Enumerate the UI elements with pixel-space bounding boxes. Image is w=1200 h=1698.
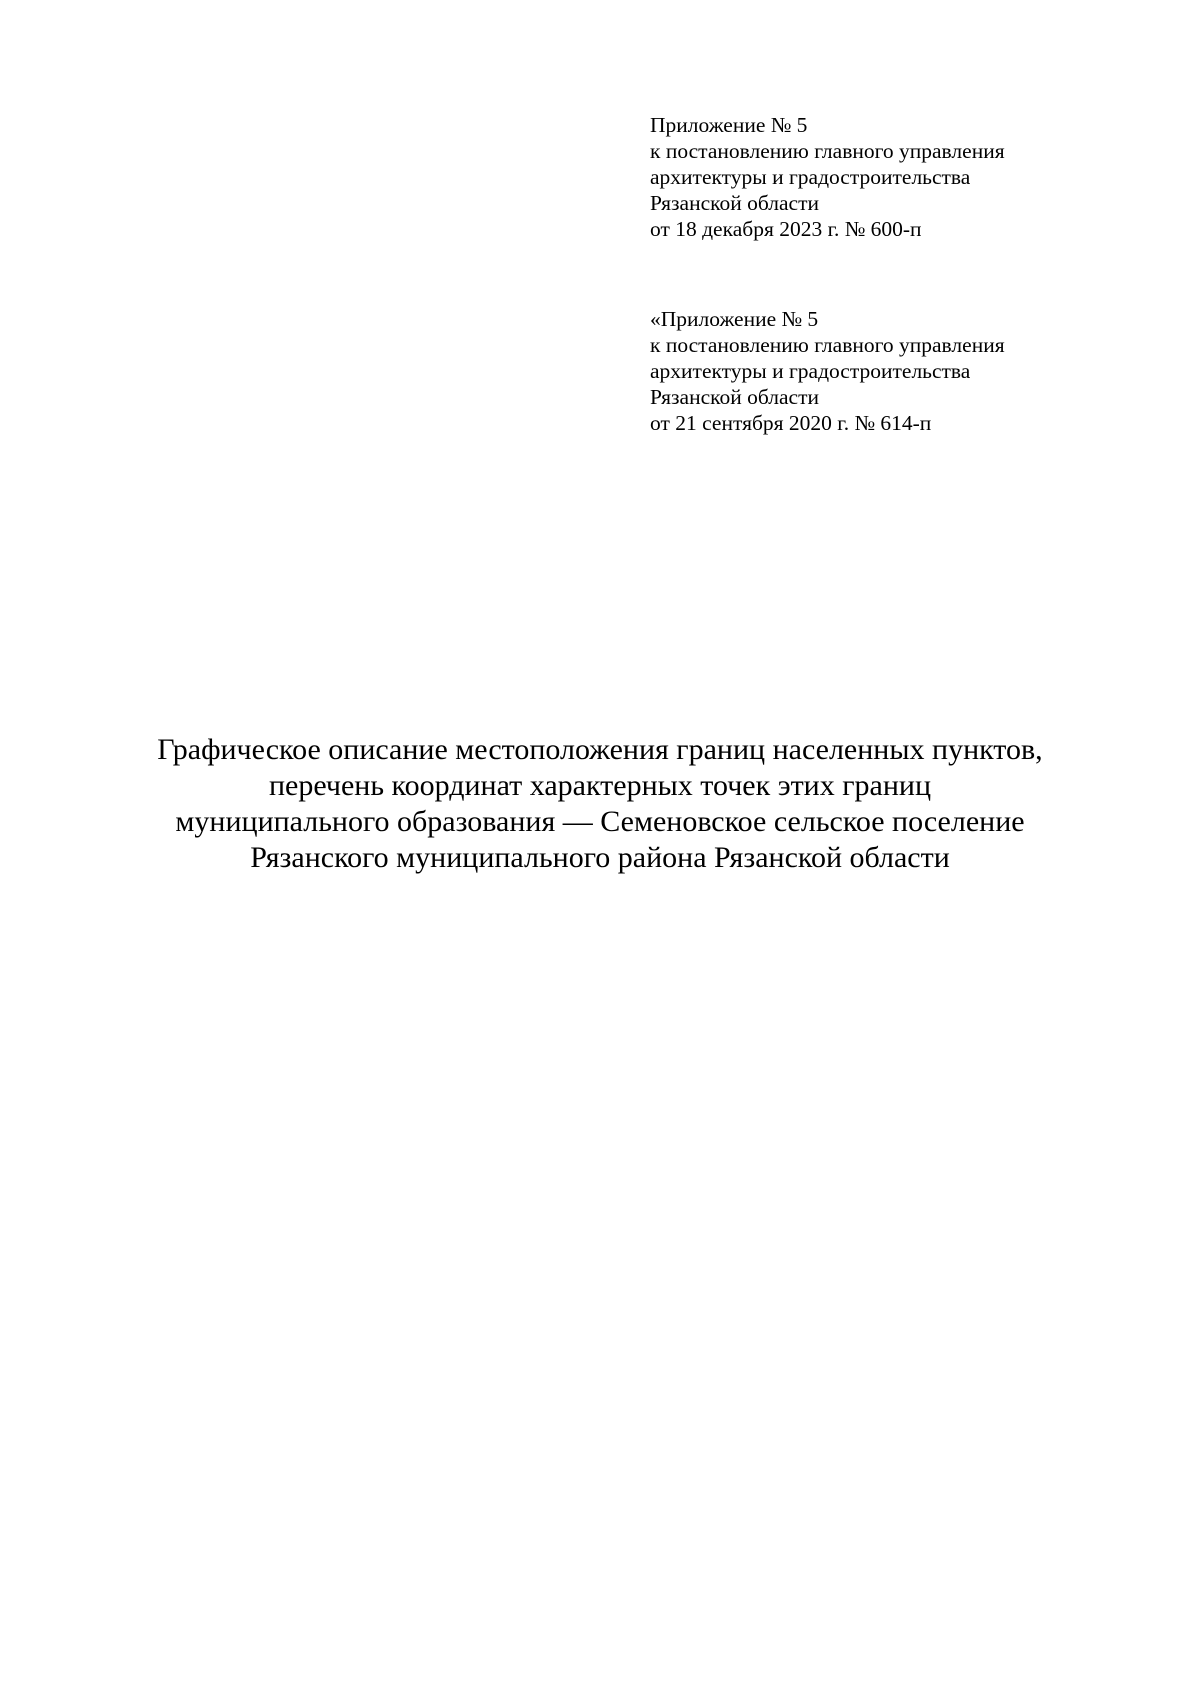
appendix-line: «Приложение № 5 (650, 307, 819, 331)
title-line: муниципального образования — Семеновское сельское поселение (175, 805, 1025, 838)
appendix-header-original (650, 306, 1170, 436)
appendix-date-line: от 21 сентября 2020 г. № 614-п (650, 411, 932, 435)
title-line: перечень координат характерных точек этих границ (268, 769, 932, 802)
appendix-line: архитектуры и градостроительства (650, 165, 971, 189)
title-line: Рязанского муниципального района Рязанской области (250, 841, 950, 874)
document-title (60, 732, 1140, 876)
title-line: Графическое описание местоположения границ населенных пунктов, (157, 733, 1043, 766)
appendix-line: Рязанской области (650, 191, 819, 215)
appendix-line: к постановлению главного управления (650, 139, 1005, 163)
appendix-line: Рязанской области (650, 385, 819, 409)
appendix-header-current (650, 112, 1170, 242)
appendix-line: архитектуры и градостроительства (650, 359, 971, 383)
appendix-date-line: от 18 декабря 2023 г. № 600-п (650, 217, 922, 241)
appendix-line: Приложение № 5 (650, 113, 808, 137)
appendix-line: к постановлению главного управления (650, 333, 1005, 357)
